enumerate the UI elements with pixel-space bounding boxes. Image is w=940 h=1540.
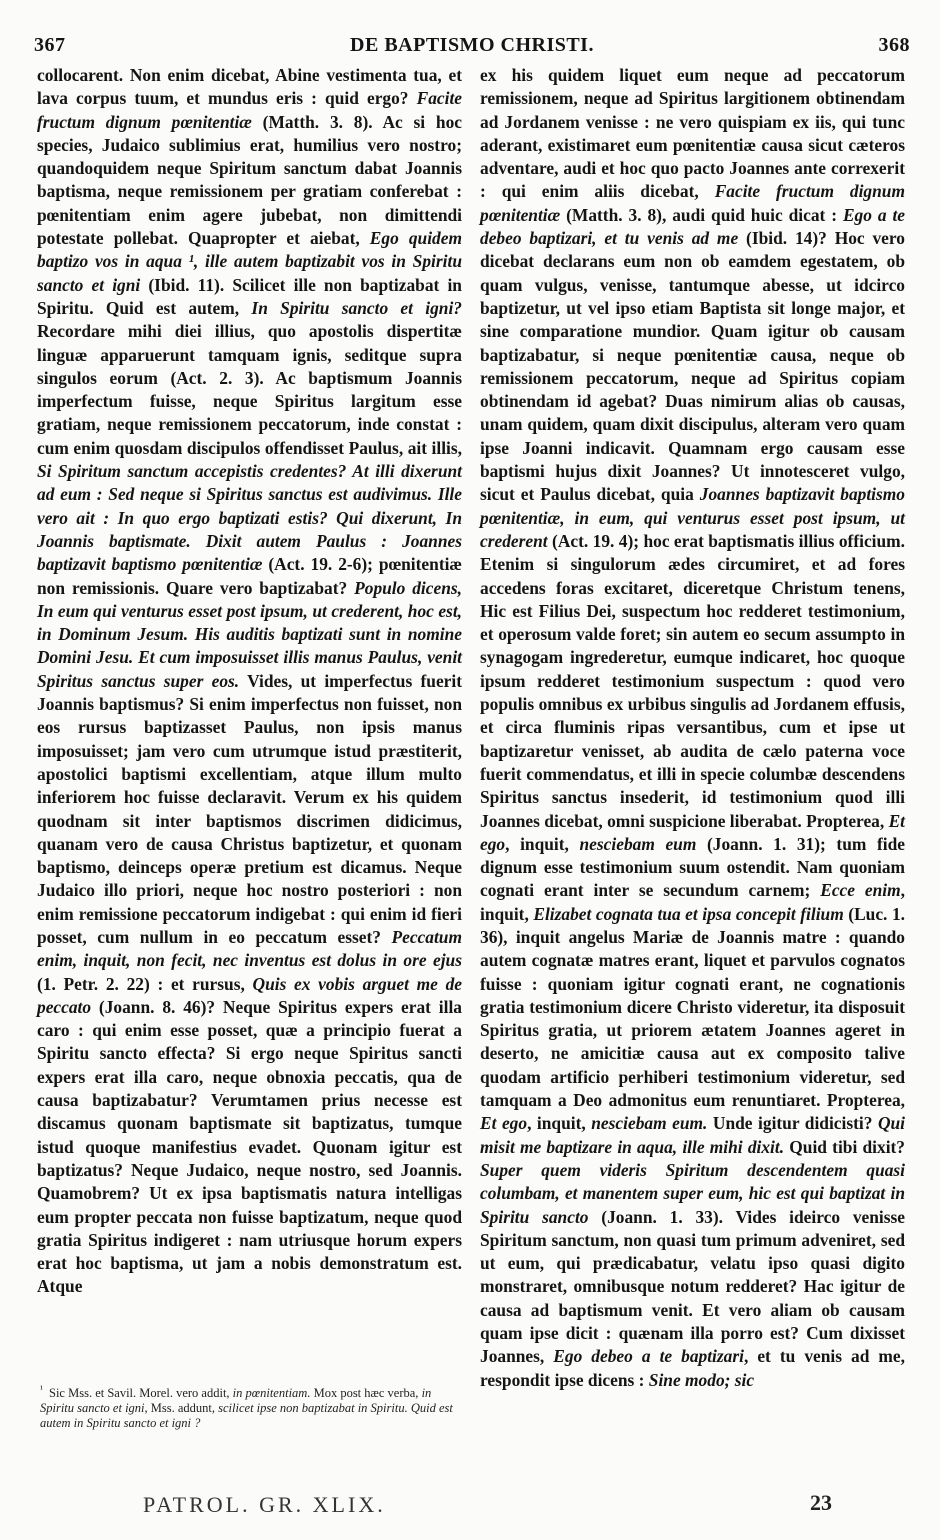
footnote-marker: ¹ xyxy=(40,1384,43,1395)
right-column-run: nesciebam eum. xyxy=(591,1113,708,1134)
right-column-run: Elizabet cognata tua et ipsa concepit filium xyxy=(533,903,844,924)
footnote-text xyxy=(40,1386,453,1430)
right-column-run: , inquit, xyxy=(505,833,580,854)
footnote-run: , Mss. addunt, xyxy=(144,1401,219,1416)
footnote-run: in pœnitentiam. xyxy=(232,1386,311,1401)
left-page-number: 367 xyxy=(34,34,66,56)
right-column-run: Super quem videris Spiritum descendentem quasi columbam, et manentem super eum, hic est qui baptizat in Spiritu sancto xyxy=(480,1159,905,1227)
right-column-run: Et ego xyxy=(480,1113,528,1134)
left-column-run: Vides, ut imperfectus fuerit Joannis baptismus? Si enim imperfectus non fuisset, non eos rursus baptizasset Paulus, non ipsis manus imposuisset; jam vero cum utrumque istud præstiterit, apostolici baptismi excellentiam, atque illum multo inferiorem hoc fuisse declaravit. Verum ex his quidem quodnam sit inter baptismos discrimen didicimus, quanam vero de causa Christus baptizetur, et quonam baptismo, deinceps operæ pretium est dicamus. Neque Judaico illo priori, neque hoc nostro posteriori : non enim remissione peccatorum indigebat : qui enim id fieri posset, cum nullum in eo peccatum esset? xyxy=(37,670,463,947)
left-column-run: Populo dicens, In eum qui venturus esset post ipsum, ut crederent, hoc est, in Dominum Jesum. His auditis baptizati sunt in nomine Domini Jesu. Et cum imposuisset illis manus Paulus, venit Spiritus sanctus super eos. xyxy=(37,577,462,691)
right-column-paragraph xyxy=(480,64,905,1392)
right-column-run: Ego a te debeo baptizari, et tu venis ad me xyxy=(480,204,906,249)
right-column-run: Qui misit me baptizare in aqua, ille mihi dixit. xyxy=(480,1113,905,1157)
left-column-run: (Matth. 3. 8). Ac si hoc species, Judaico sublimius erat, humilius vero nostro; quandoquidem neque Spiritum sanctum dabat Joannis baptisma, neque remissionem per gratiam conferebat : pœnitentiam enim agere jubebat, non dimittendi potestate pollebat. Quapropter et aiebat, xyxy=(37,111,462,249)
right-column-run: Ecce enim xyxy=(820,880,901,901)
footnote-run: scilicet ipse non baptizabat in Spiritu. Quid est autem in Spiritu sancto et igni ? xyxy=(40,1401,453,1431)
left-text-column xyxy=(37,64,462,1299)
right-column-run: Unde igitur didicisti? xyxy=(707,1113,878,1134)
left-column-run: Peccatum enim, inquit, non fecit, nec inventus est dolus in ore ejus xyxy=(37,926,462,971)
left-column-run: Recordare mihi diei illius, quo apostolis dispertitæ linguæ apparuerunt tamquam ignis, seditque supra singulos eorum (Act. 2. 3). Ac baptismum Joannis imperfectum fuisse, neque Spiritus largitum esse gratiam, neque remissionem peccatorum, inde constat : cum enim quosdam discipulos offendisset Paulus, ait illis, xyxy=(37,321,462,458)
right-text-column xyxy=(480,64,905,1392)
right-column-run: (Matth. 3. 8), audi quid huic dicat : xyxy=(560,204,843,225)
right-column-run: Quid tibi dixit? xyxy=(784,1136,906,1157)
right-column-run: (Luc. 1. 36), inquit angelus Mariæ de Joannis matre : quando autem cognatæ matres erant, liquet et parvulos cognatos fuisse : quoniam igitur cognati erant, ne cognationis gratia testimonium dicere Christo videretur, ita disposuit Spiritus gratia, ut priorem ætatem Joannes ageret in deserto, ne amicitiæ causa aut ex composito talive quodam artificio perhiberi testimonium videretur, sed tamquam a Deo admonitus eum renuntiaret. Propterea, xyxy=(480,903,905,1111)
left-column-run: collocarent. Non enim dicebat, Abine vestimenta tua, et lava corpus tuum, et mundus eris : quid ergo? xyxy=(37,65,462,109)
right-column-run: , et tu venis ad me, respondit ipse dicens : xyxy=(480,1346,905,1390)
right-column-run: Sine modo; sic xyxy=(648,1369,755,1390)
left-column-run: (Act. 19. 2-6); pœnitentiæ non remissionis. Quare vero baptizabat? xyxy=(37,554,462,598)
running-header xyxy=(34,34,910,64)
left-column-run: (Ibid. 11). Scilicet ille non baptizabat in Spiritu. Quid est autem, xyxy=(37,274,462,318)
right-column-run: (Joann. 1. 33). Vides ideirco venisse Spiritum sanctum, non quasi tum primum adveniret, sed ut eum, qui prædicabatur, velatu ipso quasi digito monstraret, omnibusque notum redderet? Hac igitur de causa ad baptismum venit. Et vero aliam ob causam quam ipse dicit : quænam illa porro est? Cum dixisset Joannes, xyxy=(480,1206,905,1367)
left-column-run: In Spiritu sancto et igni? xyxy=(251,297,462,318)
left-column-run: Si Spiritum sanctum accepistis credentes? At illi dixerunt ad eum : Sed neque si Spiritus sanctus est audivimus. Ille vero ait : In quo ergo baptizati estis? Qui dixerunt, In Joannis baptismate. Dixit autem Paulus : Joannes baptizavit baptismo pœnitentiæ xyxy=(37,461,462,575)
left-column-paragraph xyxy=(37,64,462,1299)
footer-sheet-number: 23 xyxy=(810,1490,832,1515)
footnote-run: in Spiritu sancto et igni xyxy=(40,1386,432,1416)
left-column-run: Quis ex vobis arguet me de peccato xyxy=(37,973,462,1017)
right-column-run: (Act. 19. 4); hoc erat baptismatis illius officium. Etenim si singulorum ædes circumiret, et ad fores accedens foras excitaret, diceretque Christum tenens, Hic est Filius Dei, suspectum hoc redderet testimonium, et operosum valde foret; sin autem eo secum assumpto in synagogam ingrederetur, eumque indicaret, hoc quoque ipsum redderet testimonium suspectum : quod vero populis omnibus ex urbibus singulis ad Jordanem effusis, et circa fluminis ripas versantibus, cum et ipse ut baptizaretur venisset, ab audita de cælo paterna voce fuerit commendatus, et illi in specie columbæ descendens Spiritus sanctus insederit, id testimonium quod illi Joannes dicebat, omni suspicione liberabat. Propterea, xyxy=(480,530,905,831)
footer-signature: PATROL. GR. XLIX. xyxy=(143,1492,386,1517)
left-column-run: (1. Petr. 2. 22) : et rursus, xyxy=(37,973,253,994)
right-column-run: (Joann. 1. 31); tum fide dignum esse testimonium suum ostendit. Nam quoniam cognati erant inter se secundum carnem; xyxy=(480,833,905,901)
left-column-run: Ego quidem baptizo vos in aqua ¹, ille autem baptizabit vos in Spiritu sancto et igni xyxy=(37,228,463,295)
footnote xyxy=(40,1382,460,1431)
left-column-run: Facite fructum dignum pœnitentiæ xyxy=(37,88,462,132)
right-column-run: , inquit, xyxy=(480,880,905,924)
running-title: DE BAPTISMO CHRISTI. xyxy=(350,34,594,56)
right-column-run: Et ego xyxy=(480,810,905,854)
footnote-run: Mox post hæc verba, xyxy=(310,1386,422,1401)
right-column-run: Ego debeo a te baptizari xyxy=(553,1346,744,1367)
right-column-run: (Ibid. 14)? Hoc vero dicebat declarans eum non ob eamdem egestatem, ob quam vulgus, venisse, tantumque abesse, ut idcirco baptizetur, ut vel ipso etiam Baptista sit longe major, et sine comparatione mundior. Quam igitur ob causam baptizabatur, si neque pœnitentiæ causa, neque ob remissionem peccatorum, neque ad Spiritus copiam obtinendam id agebat? Duas nimirum alias ob causas, unam quidem, quam dixit discipulus, alteram vero quam ipse Joanni indicavit. Quamnam ergo causam esse baptismi hujus dixit Joannes? Ut innotesceret vulgo, sicut et Paulus dicebat, quia xyxy=(480,228,905,505)
right-column-run: Joannes baptizavit baptismo pœnitentiæ, in eum, qui venturus esset post ipsum, ut crederent xyxy=(480,484,905,551)
right-page-number: 368 xyxy=(878,34,910,56)
right-column-run: , inquit, xyxy=(527,1113,592,1134)
right-column-run: nesciebam eum xyxy=(579,833,697,854)
left-column-run: (Joann. 8. 46)? Neque Spiritus expers erat illa caro : qui enim esse posset, quæ a principio fuerat a Spiritu sancto effecta? Si ergo neque Spiritus sancti expers erat illa caro, neque obnoxia peccatis, qua de causa baptizabatur? Verumtamen prius necesse est discamus quonam baptismate sit baptizatus, tumque istud quoque manifestius evadet. Quonam igitur est baptizatus? Neque Judaico, neque nostro, sed Joannis. Quamobrem? Ut ex ipsa baptismatis natura intelligas eum propter peccata non fuisse baptizatum, neque quod gratia Spiritus indigeret : nam utriusque horum expers erat hoc baptisma, ut jam a nobis demonstratum est. Atque xyxy=(37,996,462,1297)
footnote-run: Sic Mss. et Savil. Morel. vero addit, xyxy=(49,1386,233,1401)
right-column-run: Facite fructum dignum pœnitentiæ xyxy=(480,181,905,225)
right-column-run: ex his quidem liquet eum neque ad peccatorum remissionem, neque ad Spiritus largitionem obtinendam ad Jordanem venisse : ne vero quispiam ex iis, qui tunc aderant, existimaret eum pœnitentiæ causa sicut cæteros adventare, audi et hoc quo pacto Joannes ante correxerit : qui enim aliis dicebat, xyxy=(480,65,905,202)
